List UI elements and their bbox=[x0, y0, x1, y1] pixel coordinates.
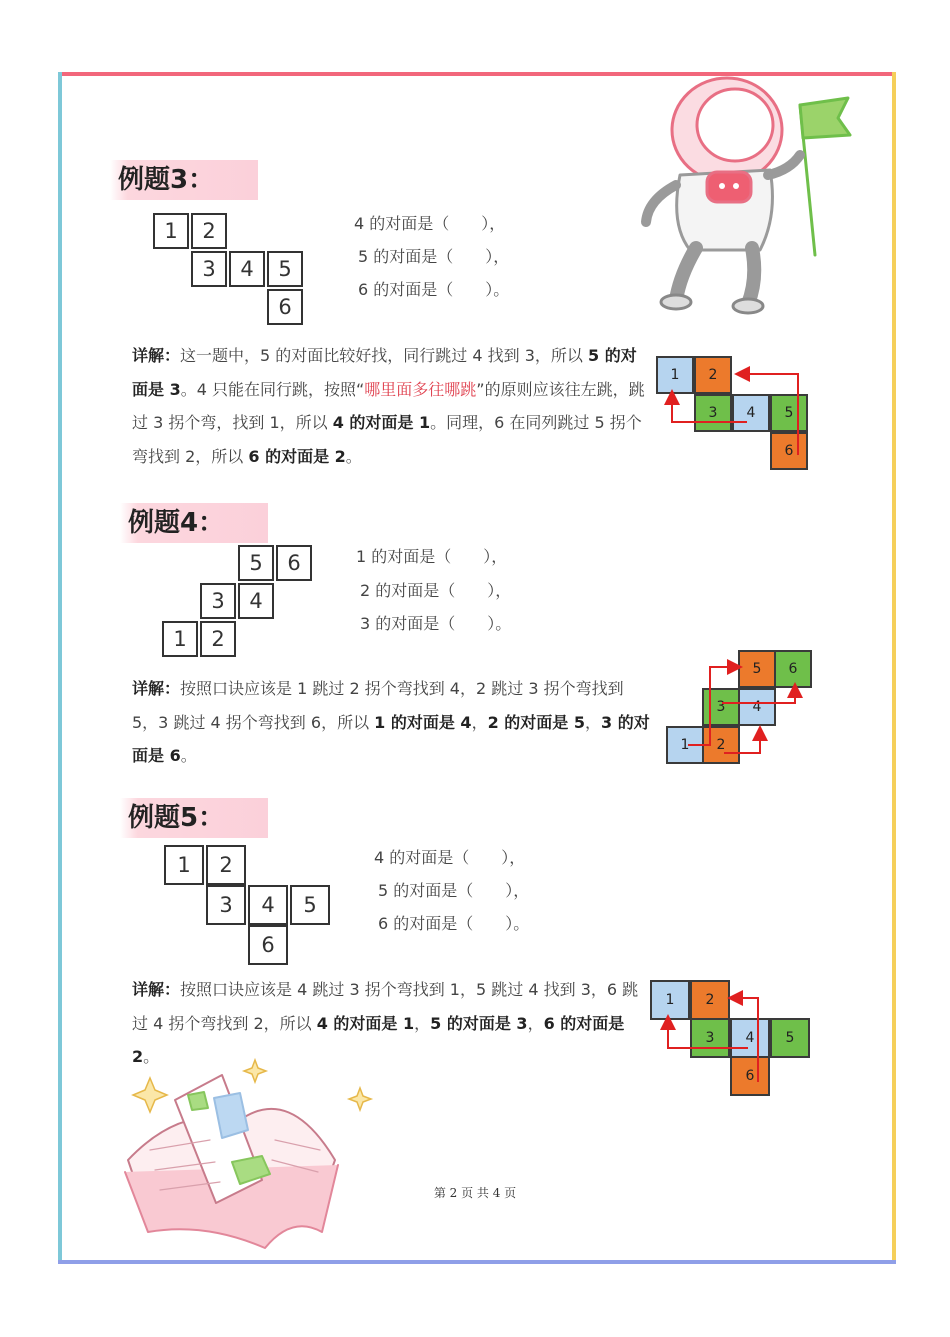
net-cell: 3 bbox=[206, 885, 246, 925]
example-3-title: 例题3： bbox=[110, 160, 258, 200]
solution-cell: 2 bbox=[690, 980, 730, 1020]
solution-cell: 2 bbox=[702, 726, 740, 764]
net-cell: 4 bbox=[248, 885, 288, 925]
net-cell: 5 bbox=[267, 251, 303, 287]
explain-highlight: 哪里面多往哪跳 bbox=[364, 379, 477, 399]
explain-answer: 2 的对面是 5 bbox=[487, 712, 586, 732]
net-cell: 1 bbox=[164, 845, 204, 885]
explain-label: 详解： bbox=[132, 679, 181, 698]
net-cell: 5 bbox=[290, 885, 330, 925]
explain-text: ， bbox=[585, 712, 602, 732]
explain-text: ”的原则应该往左跳，跳过 3 拐个弯，找到 1，所以 bbox=[132, 379, 645, 432]
explain-answer: 4 的对面是 1 bbox=[316, 1013, 415, 1033]
explain-answer: 6 的对面是 2 bbox=[132, 1013, 625, 1066]
example-5-title: 例题5： bbox=[120, 798, 268, 838]
solution-cell: 3 bbox=[694, 394, 732, 432]
question-line: 4 的对面是（ ）， bbox=[354, 214, 506, 233]
solution-cell: 4 bbox=[738, 688, 776, 726]
net-cell: 2 bbox=[200, 621, 236, 657]
question-line: 1 的对面是（ ）， bbox=[356, 547, 508, 566]
explain-answer: 3 的对面是 6 bbox=[132, 712, 650, 765]
solution-cell: 2 bbox=[694, 356, 732, 394]
net-cell: 5 bbox=[238, 545, 274, 581]
net-cell: 6 bbox=[276, 545, 312, 581]
net-cell: 4 bbox=[229, 251, 265, 287]
question-line: 5 的对面是（ ）， bbox=[378, 881, 530, 900]
explain-answer: 5 的对面是 3 bbox=[132, 346, 637, 399]
solution-cell: 5 bbox=[738, 650, 776, 688]
solution-cell: 5 bbox=[770, 1018, 810, 1058]
solution-cell: 1 bbox=[656, 356, 694, 394]
explain-text: 按照口诀应该是 1 跳过 2 拐个弯找到 4，2 跳过 3 拐个弯找到 5，3 跳过 4 拐个弯找到 6，所以 bbox=[132, 679, 624, 732]
net-cell: 3 bbox=[200, 583, 236, 619]
sparkle-icon bbox=[133, 1060, 371, 1112]
explain-answer: 4 的对面是 1 bbox=[332, 413, 431, 432]
explain-text: 。 bbox=[345, 446, 362, 466]
question-line: 6 的对面是（ ）。 bbox=[378, 914, 530, 933]
solution-cell: 1 bbox=[650, 980, 690, 1020]
explain-text: 。 bbox=[143, 1047, 160, 1066]
net-cell: 4 bbox=[238, 583, 274, 619]
question-line: 3 的对面是（ ）。 bbox=[360, 614, 512, 633]
explain-text: 这一题中，5 的对面比较好找，同行跳过 4 找到 3，所以 bbox=[180, 346, 588, 365]
question-line: 2 的对面是（ ）， bbox=[360, 581, 512, 600]
net-cell: 2 bbox=[191, 213, 227, 249]
net-cell: 1 bbox=[153, 213, 189, 249]
explain-text: ， bbox=[471, 712, 488, 732]
solution-cell: 4 bbox=[732, 394, 770, 432]
solution-cell: 4 bbox=[730, 1018, 770, 1058]
solution-cell: 6 bbox=[730, 1056, 770, 1096]
explain-answer: 5 的对面是 3 bbox=[430, 1013, 528, 1033]
solution-cell: 1 bbox=[666, 726, 704, 764]
net-cell: 3 bbox=[191, 251, 227, 287]
net-cell: 1 bbox=[162, 621, 198, 657]
solution-cell: 3 bbox=[702, 688, 740, 726]
explain-text: 按照口诀应该是 4 跳过 3 拐个弯找到 1，5 跳过 4 找到 3，6 跳过 4 拐个弯找到 2，所以 bbox=[132, 980, 639, 1033]
net-cell: 6 bbox=[248, 925, 288, 965]
explain-label: 详解： bbox=[132, 346, 181, 365]
net-cell: 2 bbox=[206, 845, 246, 885]
solution-cell: 6 bbox=[770, 432, 808, 470]
explain-label: 详解： bbox=[132, 980, 181, 999]
solution-cell: 6 bbox=[774, 650, 812, 688]
explain-text: 。 bbox=[180, 746, 197, 765]
explain-text: 。4 只能在同行跳，按照“ bbox=[180, 379, 365, 399]
question-line: 6 的对面是（ ）。 bbox=[358, 280, 510, 299]
explain-text: 。同理，6 在同列跳过 5 拐个弯找到 2，所以 bbox=[132, 413, 642, 466]
explain-answer: 1 的对面是 4 bbox=[374, 712, 472, 732]
solution-cell: 5 bbox=[770, 394, 808, 432]
explain-text: ， bbox=[414, 1013, 431, 1033]
page-footer: 第 2 页 共 4 页 bbox=[433, 1186, 517, 1200]
solution-cell: 3 bbox=[690, 1018, 730, 1058]
question-line: 5 的对面是（ ）， bbox=[358, 247, 510, 266]
net-cell: 6 bbox=[267, 289, 303, 325]
explain-text: ， bbox=[527, 1013, 544, 1033]
question-line: 4 的对面是（ ）， bbox=[374, 848, 526, 867]
example-4-title: 例题4： bbox=[120, 503, 268, 543]
explain-answer: 6 的对面是 2 bbox=[248, 446, 346, 466]
